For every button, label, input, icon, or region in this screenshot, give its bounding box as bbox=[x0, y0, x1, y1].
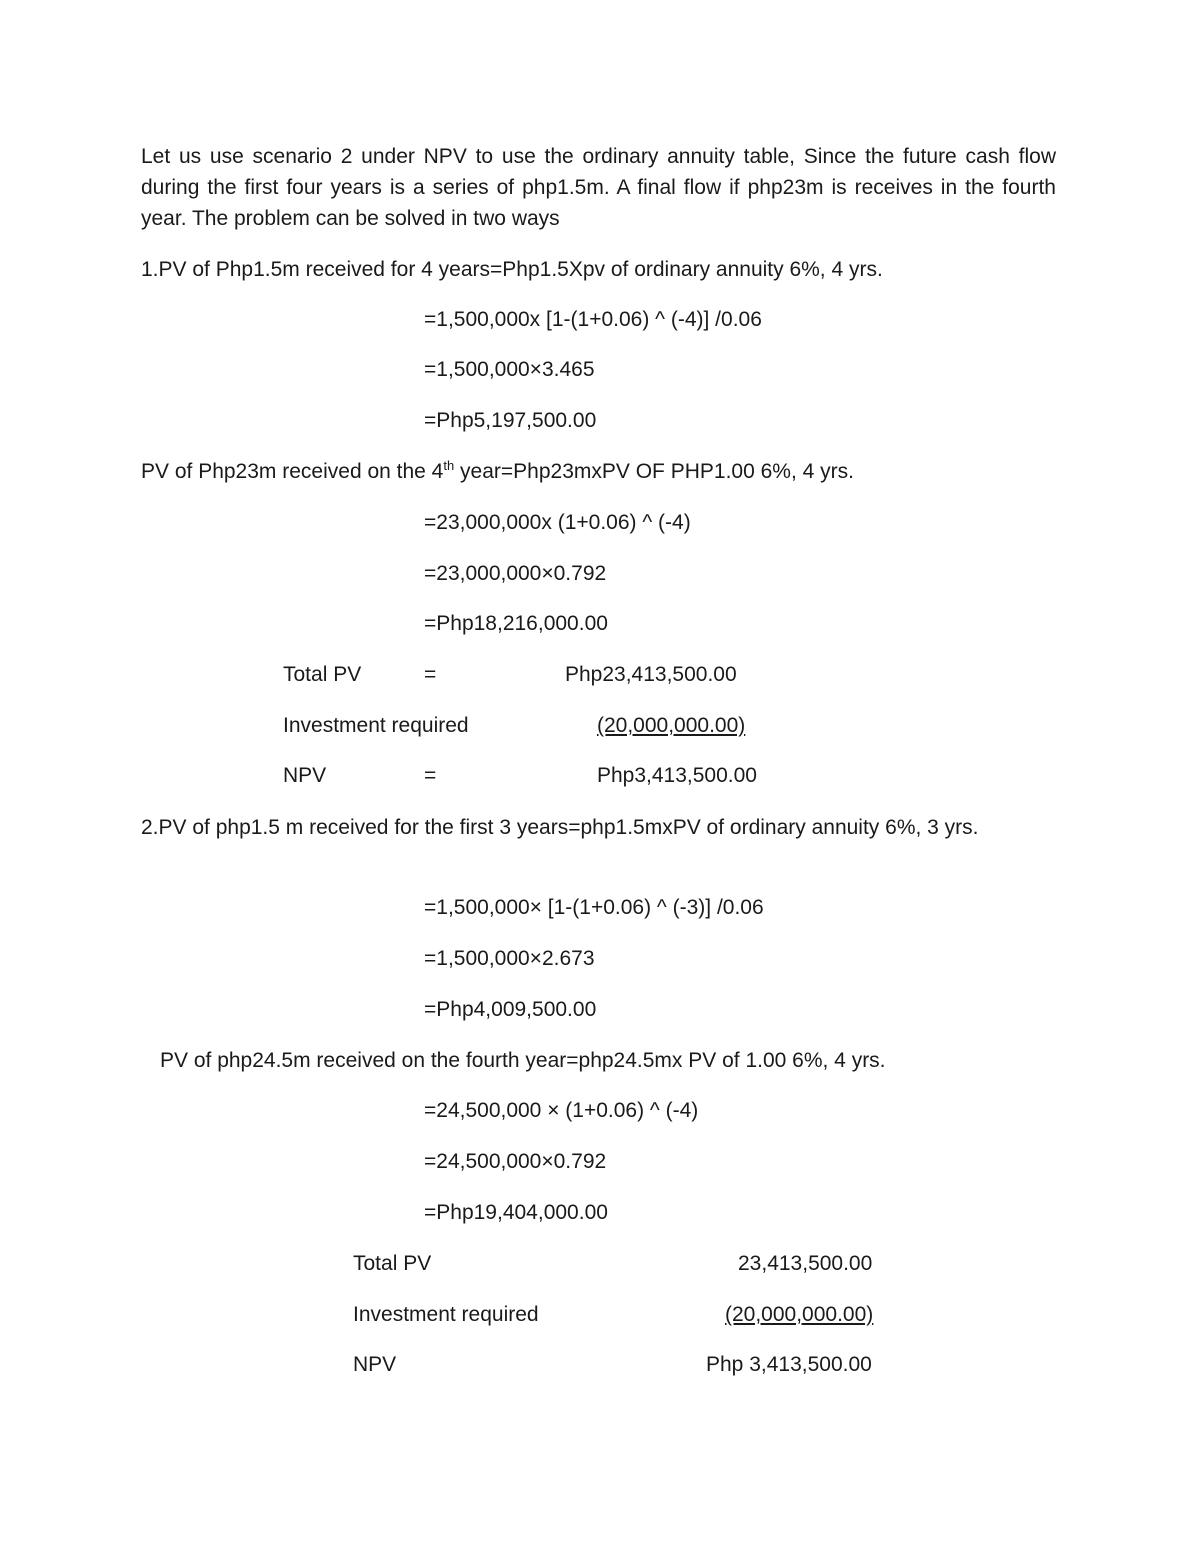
method2-investment-value: (20,000,000.00) bbox=[725, 1303, 874, 1326]
method2-pv2-heading: PV of php24.5m received on the fourth year=php24.5mx PV of 1.00 6%, 4 yrs. bbox=[160, 1049, 886, 1072]
method2-calc1-line1: =1,500,000× [1-(1+0.06) ^ (-3)] /0.06 bbox=[424, 896, 764, 919]
pv2-heading-superscript: th bbox=[443, 458, 455, 473]
method1-npv-eq: = bbox=[424, 764, 437, 787]
intro-paragraph: Let us use scenario 2 under NPV to use the ordinary annuity table, Since the future cash flow during the first four years is a series of php1.5m. A final flow if php23m is receives in the fourth year. The problem can be solved in two ways bbox=[141, 145, 1056, 230]
method2-heading: 2.PV of php1.5 m received for the first 3 years=php1.5mxPV of ordinary annuity 6%, 3 yrs. bbox=[141, 816, 979, 839]
method1-npv-label: NPV bbox=[283, 764, 327, 787]
method2-npv-label: NPV bbox=[353, 1353, 397, 1376]
method2-calc1-line2: =1,500,000×2.673 bbox=[424, 947, 595, 970]
method2-npv-value: Php 3,413,500.00 bbox=[706, 1353, 872, 1376]
method1-calc2-line1: =23,000,000x (1+0.06) ^ (-4) bbox=[424, 511, 691, 534]
method1-investment-label: Investment required bbox=[283, 714, 469, 737]
method2-total-label: Total PV bbox=[353, 1252, 432, 1275]
method2-calc2-result: =Php19,404,000.00 bbox=[424, 1201, 608, 1224]
method2-investment-label: Investment required bbox=[353, 1303, 539, 1326]
method1-pv2-heading bbox=[141, 459, 854, 485]
method1-investment-value: (20,000,000.00) bbox=[597, 714, 746, 737]
method2-total-value: 23,413,500.00 bbox=[738, 1252, 873, 1275]
method1-npv-value: Php3,413,500.00 bbox=[597, 764, 757, 787]
method1-heading: 1.PV of Php1.5m received for 4 years=Php1.5Xpv of ordinary annuity 6%, 4 yrs. bbox=[141, 258, 883, 281]
method1-calc2-line2: =23,000,000×0.792 bbox=[424, 562, 607, 585]
method1-calc1-line2: =1,500,000×3.465 bbox=[424, 358, 595, 381]
method1-calc1-result: =Php5,197,500.00 bbox=[424, 409, 597, 432]
method1-total-label: Total PV bbox=[283, 663, 362, 686]
method1-total-eq: = bbox=[424, 663, 437, 686]
method1-calc2-result: =Php18,216,000.00 bbox=[424, 612, 608, 635]
method1-total-value: Php23,413,500.00 bbox=[565, 663, 737, 686]
method2-calc2-line1: =24,500,000 × (1+0.06) ^ (-4) bbox=[424, 1099, 699, 1122]
method2-calc2-line2: =24,500,000×0.792 bbox=[424, 1150, 607, 1173]
pv2-heading-text: PV of Php23m received on the 4 bbox=[141, 460, 444, 483]
method1-calc1-line1: =1,500,000x [1-(1+0.06) ^ (-4)] /0.06 bbox=[424, 308, 762, 331]
method2-calc1-result: =Php4,009,500.00 bbox=[424, 998, 597, 1021]
pv2-heading-text-end: year=Php23mxPV OF PHP1.00 6%, 4 yrs. bbox=[454, 460, 854, 483]
